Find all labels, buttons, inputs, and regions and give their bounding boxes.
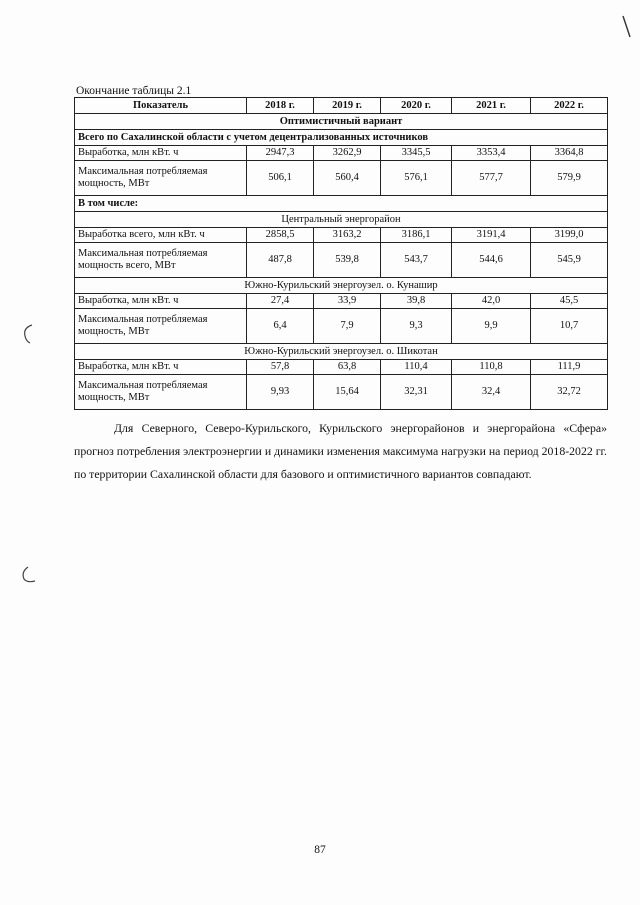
variant-row <box>75 114 608 130</box>
cell-value: 543,7 <box>381 243 452 278</box>
cell-value: 545,9 <box>531 243 608 278</box>
cell-value: 3191,4 <box>452 228 531 243</box>
cell-value: 42,0 <box>452 294 531 309</box>
header-2021: 2021 г. <box>452 98 531 114</box>
cell-value: 57,8 <box>247 360 314 375</box>
cell-value: 15,64 <box>314 375 381 410</box>
cell-value: 506,1 <box>247 161 314 196</box>
cell-value: 9,3 <box>381 309 452 344</box>
table-row <box>75 228 608 243</box>
table-caption: Окончание таблицы 2.1 <box>76 85 192 97</box>
table-row <box>75 360 608 375</box>
total-heading: Всего по Сахалинской области с учетом децентрализованных источников <box>75 130 608 146</box>
row-label: Максимальная потребляемая мощность всего, МВт <box>75 243 247 278</box>
scan-mark-left-1 <box>20 322 36 346</box>
cell-value: 63,8 <box>314 360 381 375</box>
row-label: Максимальная потребляемая мощность, МВт <box>75 375 247 410</box>
header-2022: 2022 г. <box>531 98 608 114</box>
cell-value: 2947,3 <box>247 146 314 161</box>
forecast-table <box>74 97 608 410</box>
cell-value: 9,9 <box>452 309 531 344</box>
cell-value: 6,4 <box>247 309 314 344</box>
total-heading-row <box>75 130 608 146</box>
cell-value: 3345,5 <box>381 146 452 161</box>
header-2020: 2020 г. <box>381 98 452 114</box>
group-title: Центральный энергорайон <box>75 212 608 228</box>
cell-value: 3353,4 <box>452 146 531 161</box>
cell-value: 45,5 <box>531 294 608 309</box>
cell-value: 10,7 <box>531 309 608 344</box>
scan-mark-left-2 <box>18 564 40 586</box>
cell-value: 539,8 <box>314 243 381 278</box>
row-label: Максимальная потребляемая мощность, МВт <box>75 309 247 344</box>
body-paragraph: Для Северного, Северо-Курильского, Курильского энергорайонов и энергорайона «Сфера» прогноз потребления электроэнергии и динамики изменения максимума нагрузки на период 2018-2022 гг. по территории Сахалинской области для базового и оптимистичного вариантов совпадают. <box>74 421 607 481</box>
cell-value: 111,9 <box>531 360 608 375</box>
cell-value: 3163,2 <box>314 228 381 243</box>
table-row <box>75 375 608 410</box>
cell-value: 7,9 <box>314 309 381 344</box>
cell-value: 576,1 <box>381 161 452 196</box>
cell-value: 32,72 <box>531 375 608 410</box>
cell-value: 3199,0 <box>531 228 608 243</box>
cell-value: 2858,5 <box>247 228 314 243</box>
group-title: Южно-Курильский энергоузел. о. Кунашир <box>75 278 608 294</box>
cell-value: 579,9 <box>531 161 608 196</box>
header-indicator: Показатель <box>75 98 247 114</box>
cell-value: 110,8 <box>452 360 531 375</box>
group-title-row <box>75 212 608 228</box>
cell-value: 577,7 <box>452 161 531 196</box>
table-row <box>75 309 608 344</box>
header-2018: 2018 г. <box>247 98 314 114</box>
cell-value: 27,4 <box>247 294 314 309</box>
cell-value: 32,31 <box>381 375 452 410</box>
header-2019: 2019 г. <box>314 98 381 114</box>
row-label: Выработка, млн кВт. ч <box>75 360 247 375</box>
cell-value: 39,8 <box>381 294 452 309</box>
page-number: 87 <box>314 844 326 856</box>
cell-value: 3262,9 <box>314 146 381 161</box>
table-row <box>75 243 608 278</box>
scan-mark-top-right <box>620 14 634 40</box>
row-label: Выработка, млн кВт. ч <box>75 146 247 161</box>
row-label: Выработка всего, млн кВт. ч <box>75 228 247 243</box>
cell-value: 544,6 <box>452 243 531 278</box>
group-title: Южно-Курильский энергоузел. о. Шикотан <box>75 344 608 360</box>
table-row <box>75 146 608 161</box>
row-label: Выработка, млн кВт. ч <box>75 294 247 309</box>
including-row <box>75 196 608 212</box>
table-row <box>75 294 608 309</box>
including-label: В том числе: <box>75 196 608 212</box>
cell-value: 560,4 <box>314 161 381 196</box>
group-title-row <box>75 344 608 360</box>
cell-value: 33,9 <box>314 294 381 309</box>
cell-value: 3186,1 <box>381 228 452 243</box>
table-header-row <box>75 98 608 114</box>
cell-value: 9,93 <box>247 375 314 410</box>
cell-value: 487,8 <box>247 243 314 278</box>
table-row <box>75 161 608 196</box>
variant-title: Оптимистичный вариант <box>75 114 608 130</box>
cell-value: 110,4 <box>381 360 452 375</box>
row-label: Максимальная потребляемая мощность, МВт <box>75 161 247 196</box>
group-title-row <box>75 278 608 294</box>
cell-value: 32,4 <box>452 375 531 410</box>
cell-value: 3364,8 <box>531 146 608 161</box>
